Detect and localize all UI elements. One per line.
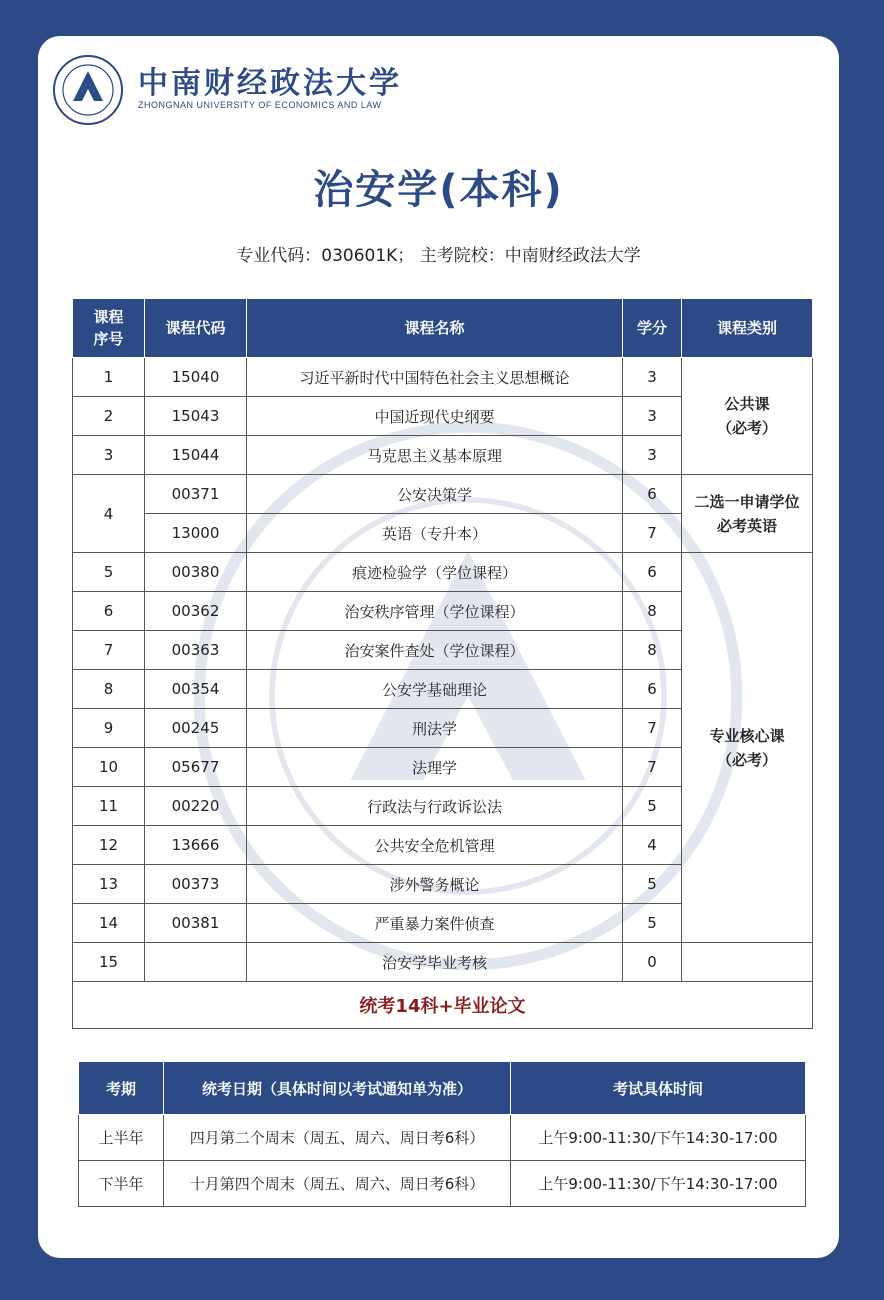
category-choice-label: 二选一申请学位 必考英语: [694, 492, 800, 535]
course-name: 刑法学: [247, 709, 623, 748]
course-name: 马克思主义基本原理: [247, 436, 623, 475]
course-name: 治安学毕业考核: [247, 943, 623, 982]
university-seal-icon: [52, 54, 124, 126]
exam-time: 上午9:00-11:30/下午14:30-17:00: [511, 1115, 806, 1161]
course-credit: 7: [623, 514, 682, 553]
course-code: 00380: [145, 553, 247, 592]
course-name: 习近平新时代中国特色社会主义思想概论: [247, 358, 623, 397]
course-seq: 4: [73, 475, 145, 553]
course-credit: 3: [623, 358, 682, 397]
exam-schedule-table: [78, 1061, 806, 1207]
exam-date: 四月第二个周末（周五、周六、周日考6科）: [164, 1115, 511, 1161]
category-empty: [682, 943, 813, 982]
course-name: 英语（专升本）: [247, 514, 623, 553]
header-time: 考试具体时间: [511, 1062, 806, 1115]
course-code: [145, 943, 247, 982]
course-credit: 6: [623, 670, 682, 709]
course-credit: 8: [623, 631, 682, 670]
table-row: [73, 475, 813, 514]
course-table-header: [73, 299, 813, 358]
exam-term: 上半年: [79, 1115, 164, 1161]
course-code: 00220: [145, 787, 247, 826]
course-seq: 8: [73, 670, 145, 709]
school-name-cn: 中南财经政法大学: [138, 66, 402, 101]
course-name: 行政法与行政诉讼法: [247, 787, 623, 826]
exam-summary: 统考14科+毕业论文: [73, 982, 813, 1029]
course-seq: 15: [73, 943, 145, 982]
course-seq: 7: [73, 631, 145, 670]
table-row: [73, 553, 813, 592]
course-code: 15043: [145, 397, 247, 436]
table-row: [79, 1161, 806, 1207]
category-choice: [682, 475, 813, 553]
major-info: 专业代码：030601K； 主考院校：中南财经政法大学: [236, 246, 641, 266]
school-name-en: ZHONGNAN UNIVERSITY OF ECONOMICS AND LAW: [138, 100, 382, 110]
course-seq: 9: [73, 709, 145, 748]
course-name: 治安秩序管理（学位课程）: [247, 592, 623, 631]
course-code: 13666: [145, 826, 247, 865]
course-code: 00362: [145, 592, 247, 631]
header-seq: [73, 299, 145, 358]
category-core: [682, 553, 813, 943]
header-date: 统考日期（具体时间以考试通知单为准）: [164, 1062, 511, 1115]
header-seq-label: 课程 序号: [93, 308, 124, 348]
exam-date: 十月第四个周末（周五、周六、周日考6科）: [164, 1161, 511, 1207]
course-code: 00371: [145, 475, 247, 514]
course-seq: 2: [73, 397, 145, 436]
category-public: [682, 358, 813, 475]
course-code: 00381: [145, 904, 247, 943]
course-seq: 12: [73, 826, 145, 865]
course-name: 法理学: [247, 748, 623, 787]
course-credit: 3: [623, 436, 682, 475]
table-row: [73, 358, 813, 397]
course-code: 00245: [145, 709, 247, 748]
course-name: 中国近现代史纲要: [247, 397, 623, 436]
course-name: 公安决策学: [247, 475, 623, 514]
course-seq: 1: [73, 358, 145, 397]
course-seq: 14: [73, 904, 145, 943]
table-row: [73, 943, 813, 982]
table-footer-row: [73, 982, 813, 1029]
category-public-label: 公共课 （必考）: [716, 395, 777, 437]
course-seq: 6: [73, 592, 145, 631]
header-category: 课程类别: [682, 299, 813, 358]
exam-table-header: [79, 1062, 806, 1115]
course-code: 15044: [145, 436, 247, 475]
course-seq: 5: [73, 553, 145, 592]
course-name: 公安学基础理论: [247, 670, 623, 709]
table-row: [79, 1115, 806, 1161]
course-code: 00373: [145, 865, 247, 904]
course-credit: 7: [623, 709, 682, 748]
course-seq: 13: [73, 865, 145, 904]
course-credit: 5: [623, 904, 682, 943]
course-credit: 8: [623, 592, 682, 631]
course-name: 治安案件查处（学位课程）: [247, 631, 623, 670]
page-title: 治安学(本科): [313, 167, 564, 213]
course-credit: 7: [623, 748, 682, 787]
course-credit: 4: [623, 826, 682, 865]
exam-time: 上午9:00-11:30/下午14:30-17:00: [511, 1161, 806, 1207]
exam-term: 下半年: [79, 1161, 164, 1207]
course-credit: 3: [623, 397, 682, 436]
course-credit: 6: [623, 475, 682, 514]
header-credit: 学分: [623, 299, 682, 358]
course-code: 05677: [145, 748, 247, 787]
course-seq: 11: [73, 787, 145, 826]
header-name: 课程名称: [247, 299, 623, 358]
course-credit: 5: [623, 787, 682, 826]
course-name: 严重暴力案件侦查: [247, 904, 623, 943]
course-credit: 5: [623, 865, 682, 904]
course-code: 00363: [145, 631, 247, 670]
course-code: 00354: [145, 670, 247, 709]
course-name: 公共安全危机管理: [247, 826, 623, 865]
course-name: 涉外警务概论: [247, 865, 623, 904]
course-seq: 3: [73, 436, 145, 475]
content-card: [38, 36, 839, 1258]
category-core-label: 专业核心课 （必考）: [709, 726, 785, 769]
course-code: 15040: [145, 358, 247, 397]
course-code: 13000: [145, 514, 247, 553]
course-table: [72, 298, 813, 1029]
course-seq: 10: [73, 748, 145, 787]
course-name: 痕迹检验学（学位课程）: [247, 553, 623, 592]
header-term: 考期: [79, 1062, 164, 1115]
header-code: 课程代码: [145, 299, 247, 358]
course-credit: 0: [623, 943, 682, 982]
course-credit: 6: [623, 553, 682, 592]
